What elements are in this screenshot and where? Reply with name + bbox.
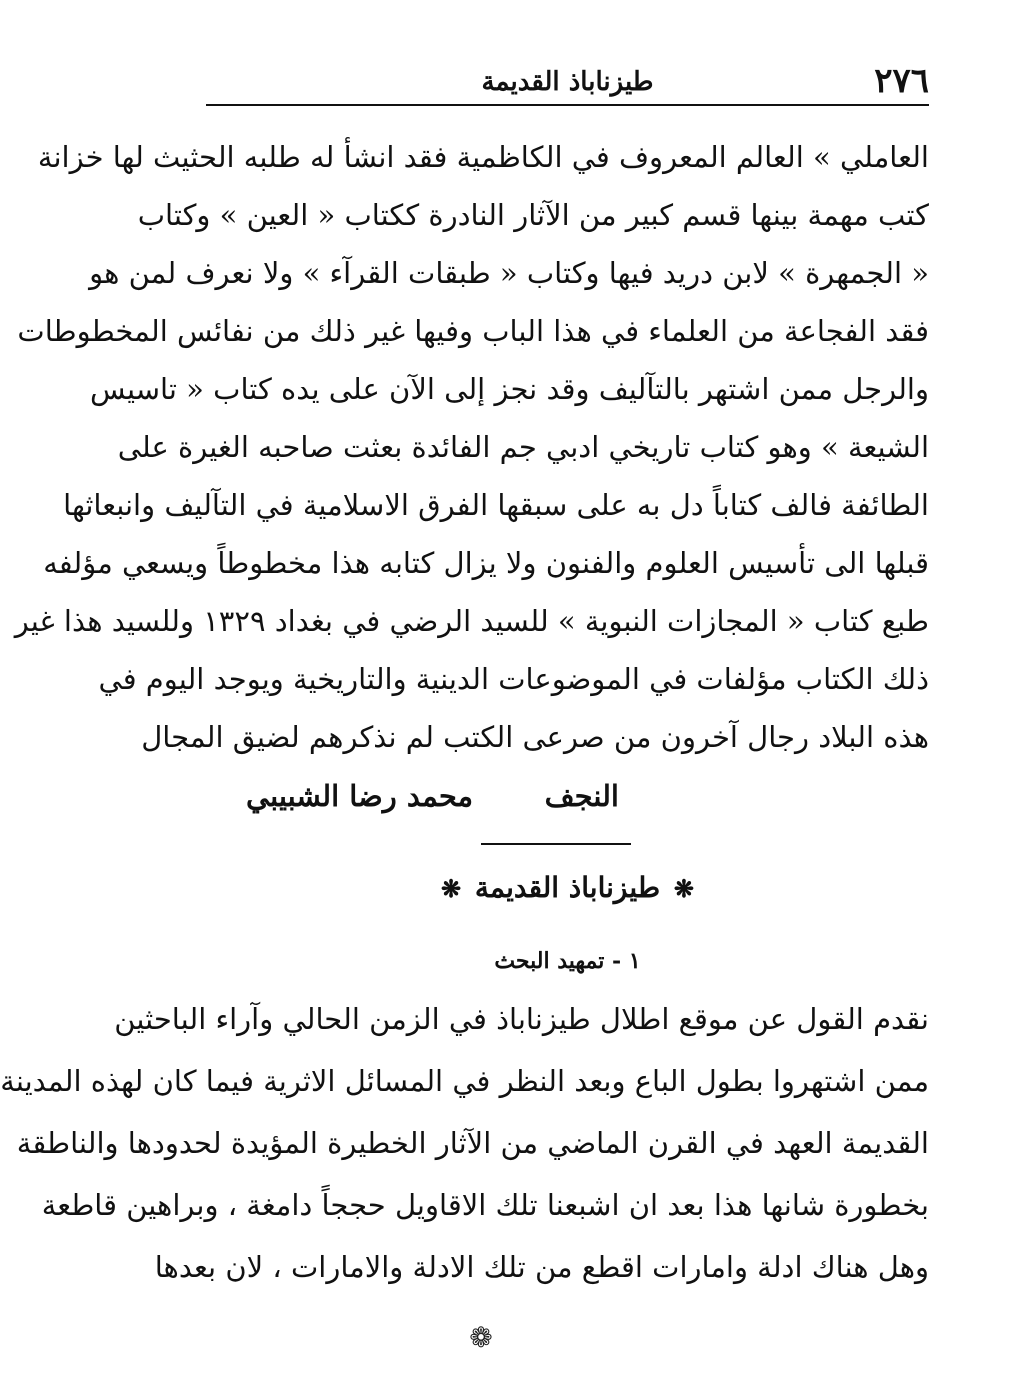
article-title (206, 866, 929, 911)
text-line: والرجل ممن اشتهر بالتآليف وقد نجز إلى الآن على يده كتاب « تاسيس (90, 372, 929, 406)
footer-ornament-icon: ❁ (469, 1321, 493, 1354)
text-line: العاملي » العالم المعروف في الكاظمية فقد انشأ له طلبه الحثيث لها خزانة (37, 140, 929, 174)
paragraph-1 (14, 128, 929, 766)
text-line: نقدم القول عن موقع اطلال طيزناباذ في الزمن الحالي وآراء الباحثين (114, 1002, 929, 1036)
text-line: « الجمهرة » لابن دريد فيها وكتاب « طبقات القرآء » ولا نعرف لمن هو (89, 256, 929, 290)
text-line: قبلها الى تأسيس العلوم والفنون ولا يزال كتابه هذا مخطوطاً ويسعي مؤلفه (43, 546, 929, 580)
running-title: طيزناباذ القديمة (481, 67, 654, 97)
text-line: فقد الفجاعة من العلماء في هذا الباب وفيها غير ذلك من نفائس المخطوطات (17, 314, 929, 348)
text-line: هذه البلاد رجال آخرون من صرعى الكتب لم نذكرهم لضيق المجال (141, 720, 929, 754)
text-line: الطائفة فالف كتاباً دل به على سبقها الفرق الاسلامية في التآليف وانبعاثها (63, 488, 929, 522)
ornament-right-icon: ❋ (673, 874, 694, 903)
text-line: ذلك الكتاب مؤلفات في الموضوعات الدينية والتاريخية ويوجد اليوم في (98, 662, 929, 696)
ornament-left-icon: ❋ (441, 874, 462, 903)
text-line: بخطورة شانها هذا بعد ان اشبعنا تلك الاقاويل حججاً دامغة ، وبراهين قاطعة (41, 1188, 929, 1222)
page-header (206, 60, 929, 106)
section-divider (481, 843, 631, 845)
text-line: القديمة العهد في القرن الماضي من الآثار الخطيرة المؤيدة لحدودها والناطقة (16, 1126, 929, 1160)
text-line: كتب مهمة بينها قسم كبير من الآثار النادرة ككتاب « العين » وكتاب (137, 198, 929, 232)
text-line: وهل هناك ادلة وامارات اقطع من تلك الادلة والامارات ، لان بعدها (154, 1250, 929, 1284)
signature-block (206, 768, 929, 824)
paragraph-2 (0, 988, 929, 1298)
section-heading: ١ - تمهيد البحث (494, 948, 641, 974)
page-number: ٢٧٦ (874, 61, 929, 101)
signature-place: النجف (544, 779, 619, 813)
text-line: طبع كتاب « المجازات النبوية » للسيد الرضي في بغداد ١٣٢٩ وللسيد هذا غير (14, 604, 929, 638)
signature-author: محمد رضا الشبيبي (246, 779, 474, 813)
article-title-text: طيزناباذ القديمة (474, 871, 661, 904)
text-line: ممن اشتهروا بطول الباع وبعد النظر في المسائل الاثرية فيما كان لهذه المدينة (0, 1064, 929, 1098)
text-line: الشيعة » وهو كتاب تاريخي ادبي جم الفائدة بعثت صاحبه الغيرة على (117, 430, 929, 464)
